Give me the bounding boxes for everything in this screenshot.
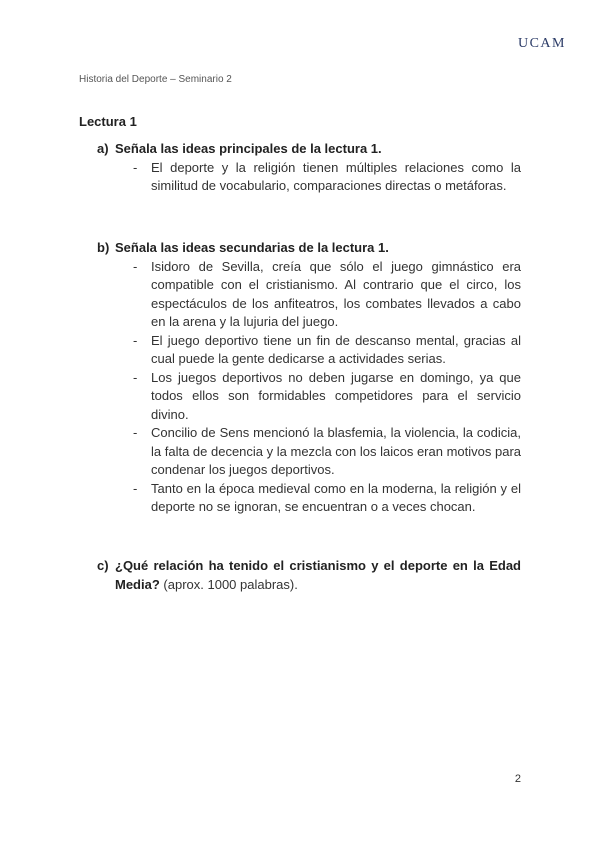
bullet-text: Tanto en la época medieval como en la moderna, la religión y el deporte no se ignoran, se encuentran o a veces chocan. bbox=[151, 480, 521, 514]
bullet-text: El juego deportivo tiene un fin de descanso mental, gracias al cual puede la gente dedicarse a actividades serias. bbox=[151, 332, 521, 366]
list-item bbox=[97, 480, 521, 517]
list-item bbox=[97, 332, 521, 369]
question-title bbox=[115, 557, 521, 594]
question-heading bbox=[97, 557, 521, 594]
list-item bbox=[97, 258, 521, 332]
question-note: (aprox. 1000 palabras). bbox=[159, 576, 298, 592]
question-c bbox=[97, 557, 521, 594]
list-item bbox=[97, 369, 521, 425]
bullet-list bbox=[97, 258, 521, 517]
bullet-text: El deporte y la religión tienen múltiples relaciones como la similitud de vocabulario, comparaciones directas o metáforas. bbox=[151, 159, 521, 193]
section-title: Lectura 1 bbox=[79, 114, 137, 129]
question-letter: c) bbox=[97, 558, 109, 573]
question-title: Señala las ideas secundarias de la lectura 1. bbox=[115, 240, 389, 255]
bullet-dash: - bbox=[133, 332, 138, 348]
bullet-text: Concilio de Sens mencionó la blasfemia, la violencia, la codicia, la falta de decencia y la mezcla con los laicos eran motivos para condenar los juegos deportivos. bbox=[151, 425, 521, 477]
page-number: 2 bbox=[514, 773, 521, 785]
bullet-text: Isidoro de Sevilla, creía que sólo el juego gimnástico era compatible con el cristianismo. Al contrario que el circo, los espectáculos de los anfiteatros, los combates llevados a cabo en la arena y la lujuria del juego. bbox=[151, 258, 521, 329]
running-header: Historia del Deporte – Seminario 2 bbox=[79, 74, 232, 85]
question-heading bbox=[97, 140, 521, 159]
question-letter: a) bbox=[97, 141, 109, 156]
bullet-list bbox=[97, 159, 521, 196]
question-letter: b) bbox=[97, 240, 110, 255]
ucam-logo: UCAM bbox=[517, 36, 566, 51]
list-item bbox=[97, 159, 521, 196]
bullet-text: Los juegos deportivos no deben jugarse en domingo, ya que todos ellos son formidables competidores para el servicio divino. bbox=[151, 369, 521, 422]
question-b bbox=[97, 239, 521, 517]
question-title-text: ¿Qué relación ha tenido el cristianismo y el deporte en la Edad Media? bbox=[115, 558, 521, 592]
list-item bbox=[97, 424, 521, 480]
question-a bbox=[97, 140, 521, 196]
bullet-dash: - bbox=[133, 480, 138, 496]
question-heading bbox=[97, 239, 521, 258]
bullet-dash: - bbox=[133, 369, 138, 385]
bullet-dash: - bbox=[133, 258, 138, 274]
bullet-dash: - bbox=[133, 425, 138, 440]
question-title: Señala las ideas principales de la lectura 1. bbox=[115, 141, 382, 156]
bullet-dash: - bbox=[133, 159, 138, 175]
